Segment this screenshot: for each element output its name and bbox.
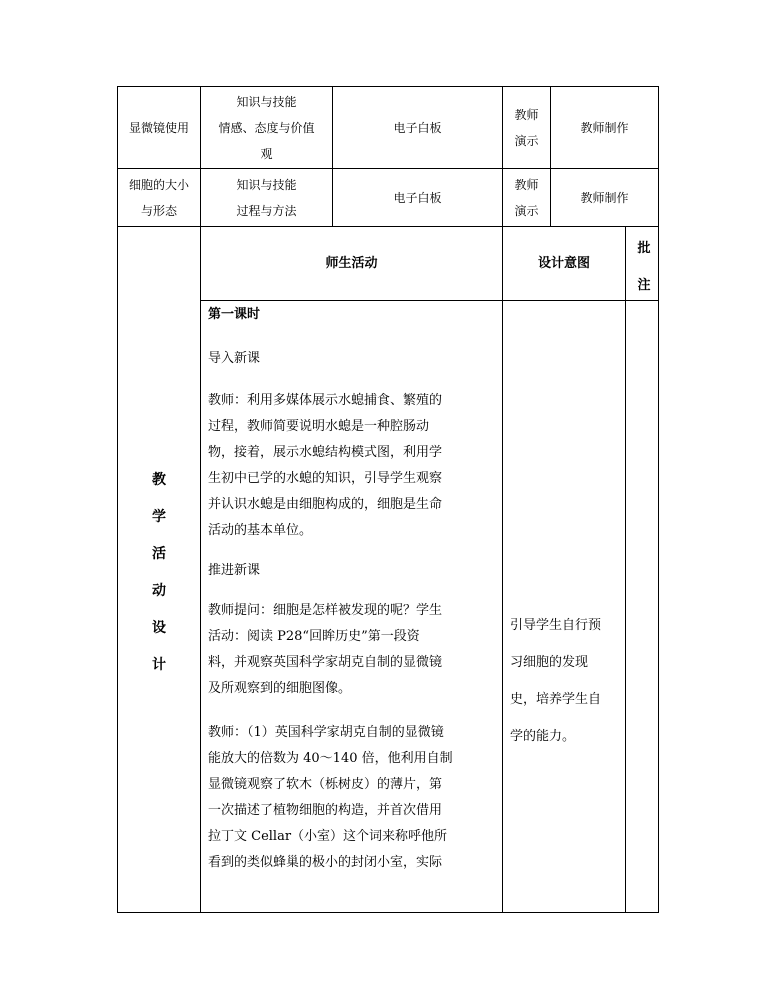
table-rule: [117, 912, 659, 913]
goal-line: 情感、态度与价值: [218, 120, 315, 135]
activity-content: [208, 302, 500, 876]
teacher-paragraph: 教师：（1）英国科学家胡克自制的显微镜 能放大的倍数为 40～140 倍，他利用自制 显微镜观察了软木（栎树皮）的薄片，第 一次描述了植物细胞的构造，并首次借用 拉丁文 Cellar（小室）这个词来称呼他所 看到的类似蜂巢的极小的封闭小室，实际: [208, 725, 453, 870]
media-text: 电子白板: [393, 120, 442, 135]
source-text: 教师制作: [580, 120, 629, 135]
method-cell: [503, 87, 550, 168]
design-intent: 引导学生自行预 习细胞的发现 史，培养学生自 学的能力。: [510, 618, 602, 744]
topic-text: 显微镜使用: [128, 120, 189, 135]
intro-title: 导入新课: [208, 351, 261, 366]
source-cell: [551, 87, 658, 168]
activity-header: 师生活动: [325, 255, 378, 271]
table-rule: [658, 86, 659, 913]
goals-cell: [201, 169, 332, 226]
topic-line: 细胞的大小: [128, 177, 189, 192]
question-paragraph: 教师提问：细胞是怎样被发现的呢？学生 活动：阅读 P28“回眸历史”第一段资 料，并观察英国科学家胡克自制的显微镜 及所观察到的细胞图像。: [208, 603, 443, 696]
method-line: 演示: [514, 203, 539, 218]
note-header: 批 注: [637, 241, 651, 293]
media-cell: [333, 87, 502, 168]
topic-cell: [118, 169, 200, 226]
media-cell: [333, 169, 502, 226]
design-header: 设计意图: [537, 255, 590, 271]
section-label-char: 设: [152, 620, 166, 636]
goal-line: 知识与技能: [236, 94, 297, 109]
section-label-char: 计: [152, 657, 166, 673]
intro-paragraph: 教师：利用多媒体展示水螅捕食、繁殖的 过程，教师简要说明水螅是一种腔肠动 物，接着，展示水螅结构模式图，利用学 生初中已学的水螅的知识，引导学生观察 并认识水螅是由细胞构成的，细胞是生命 活动的基本单位。: [208, 393, 443, 538]
goal-line: 过程与方法: [236, 203, 297, 218]
topic-cell: [118, 87, 200, 168]
section-label-char: 教: [152, 472, 166, 488]
section-label-char: 活: [152, 546, 166, 562]
section-label: [118, 462, 200, 684]
section-label-char: 学: [152, 509, 166, 525]
goal-line: 观: [260, 146, 273, 161]
method-cell: [503, 169, 550, 226]
advance-title: 推进新课: [208, 563, 261, 578]
method-line: 教师: [514, 107, 539, 122]
table-rule: [625, 226, 626, 913]
method-line: 教师: [514, 177, 539, 192]
lesson-title: 第一课时: [208, 307, 261, 322]
method-line: 演示: [514, 133, 539, 148]
topic-line: 与形态: [140, 203, 177, 218]
source-cell: [551, 169, 658, 226]
goals-cell: [201, 87, 332, 168]
goal-line: 知识与技能: [236, 177, 297, 192]
section-label-char: 动: [152, 583, 166, 599]
table-rule: [200, 300, 659, 301]
media-text: 电子白板: [393, 190, 442, 205]
source-text: 教师制作: [580, 190, 629, 205]
